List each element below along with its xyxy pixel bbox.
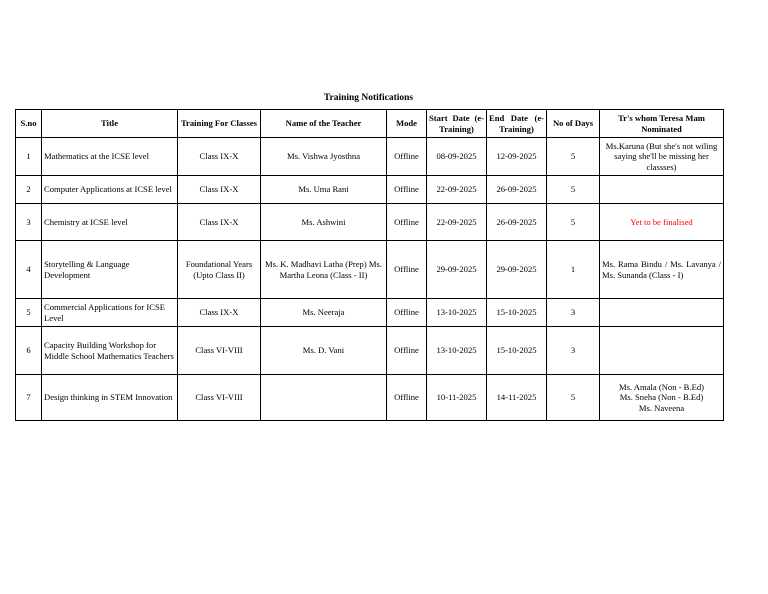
table-row [16,241,724,299]
cell-days: 3 [547,299,600,327]
cell-end-date: 26-09-2025 [487,204,547,241]
header-start-date: Start Date (e-Training) [427,110,487,138]
cell-teacher: Ms. Uma Rani [261,176,387,204]
nominee-line: Ms. Sneha (Non - B.Ed) [619,392,704,403]
cell-nominated-status: Yet to be finalised [600,204,724,241]
cell-end-date: 14-11-2025 [487,375,547,421]
cell-title: Capacity Building Workshop for Middle School Mathematics Teachers [42,327,178,375]
cell-title: Mathematics at the ICSE level [42,138,178,176]
cell-teacher: Ms. D. Vani [261,327,387,375]
cell-nominated: Ms.Karuna (But she's not wiling saying she'll be missing her classses) [600,138,724,176]
cell-start-date: 29-09-2025 [427,241,487,299]
cell-sno: 2 [16,176,42,204]
cell-training-for: Class IX-X [178,176,261,204]
cell-start-date: 13-10-2025 [427,327,487,375]
cell-start-date: 22-09-2025 [427,176,487,204]
cell-nominated [600,299,724,327]
header-training-for: Training For Classes [178,110,261,138]
cell-title: Storytelling & Language Development [42,241,178,299]
table-row [16,138,724,176]
cell-training-for: Foundational Years (Upto Class II) [178,241,261,299]
cell-teacher: Ms. Vishwa Jyosthna [261,138,387,176]
table-row [16,176,724,204]
cell-mode: Offline [387,299,427,327]
nominee-line: Ms. Amala (Non - B.Ed) [619,381,704,392]
cell-training-for: Class VI-VIII [178,327,261,375]
cell-days: 5 [547,138,600,176]
cell-days: 5 [547,176,600,204]
nominee-line: Ms. Naveena [638,402,685,413]
cell-sno: 3 [16,204,42,241]
header-end-date: End Date (e-Training) [487,110,547,138]
cell-title: Chemistry at ICSE level [42,204,178,241]
cell-teacher: Ms. Ashwini [261,204,387,241]
table-row [16,299,724,327]
header-title: Title [42,110,178,138]
cell-mode: Offline [387,241,427,299]
cell-training-for: Class VI-VIII [178,375,261,421]
cell-teacher [261,375,387,421]
header-sno: S.no [16,110,42,138]
table-row [16,327,724,375]
cell-days: 3 [547,327,600,375]
header-row [16,110,724,138]
cell-end-date: 15-10-2025 [487,299,547,327]
cell-days: 1 [547,241,600,299]
cell-end-date: 29-09-2025 [487,241,547,299]
cell-start-date: 22-09-2025 [427,204,487,241]
cell-title: Computer Applications at ICSE level [42,176,178,204]
cell-start-date: 10-11-2025 [427,375,487,421]
cell-nominated [600,375,724,421]
cell-sno: 6 [16,327,42,375]
cell-nominated: Ms. Rama Bindu / Ms. Lavanya / Ms. Sunanda (Class - I) [600,241,724,299]
header-teacher: Name of the Teacher [261,110,387,138]
cell-mode: Offline [387,204,427,241]
cell-sno: 7 [16,375,42,421]
cell-training-for: Class IX-X [178,138,261,176]
cell-mode: Offline [387,375,427,421]
document-title: Training Notifications [323,93,414,103]
cell-days: 5 [547,375,600,421]
cell-start-date: 13-10-2025 [427,299,487,327]
cell-sno: 5 [16,299,42,327]
cell-teacher: Ms. K. Madhavi Latha (Prep) Ms. Martha Leona (Class - II) [261,241,387,299]
table-row [16,204,724,241]
cell-sno: 4 [16,241,42,299]
cell-training-for: Class IX-X [178,299,261,327]
header-days: No of Days [547,110,600,138]
cell-mode: Offline [387,138,427,176]
cell-training-for: Class IX-X [178,204,261,241]
cell-nominated [600,176,724,204]
cell-start-date: 08-09-2025 [427,138,487,176]
cell-mode: Offline [387,176,427,204]
cell-days: 5 [547,204,600,241]
training-table [15,109,724,421]
header-nominated: Tr's whom Teresa Mam Nominated [600,110,724,138]
cell-teacher: Ms. Neeraja [261,299,387,327]
cell-end-date: 15-10-2025 [487,327,547,375]
cell-nominated [600,327,724,375]
cell-end-date: 12-09-2025 [487,138,547,176]
header-mode: Mode [387,110,427,138]
cell-end-date: 26-09-2025 [487,176,547,204]
cell-title: Design thinking in STEM Innovation [42,375,178,421]
cell-mode: Offline [387,327,427,375]
table-row [16,375,724,421]
cell-title: Commercial Applications for ICSE Level [42,299,178,327]
cell-sno: 1 [16,138,42,176]
